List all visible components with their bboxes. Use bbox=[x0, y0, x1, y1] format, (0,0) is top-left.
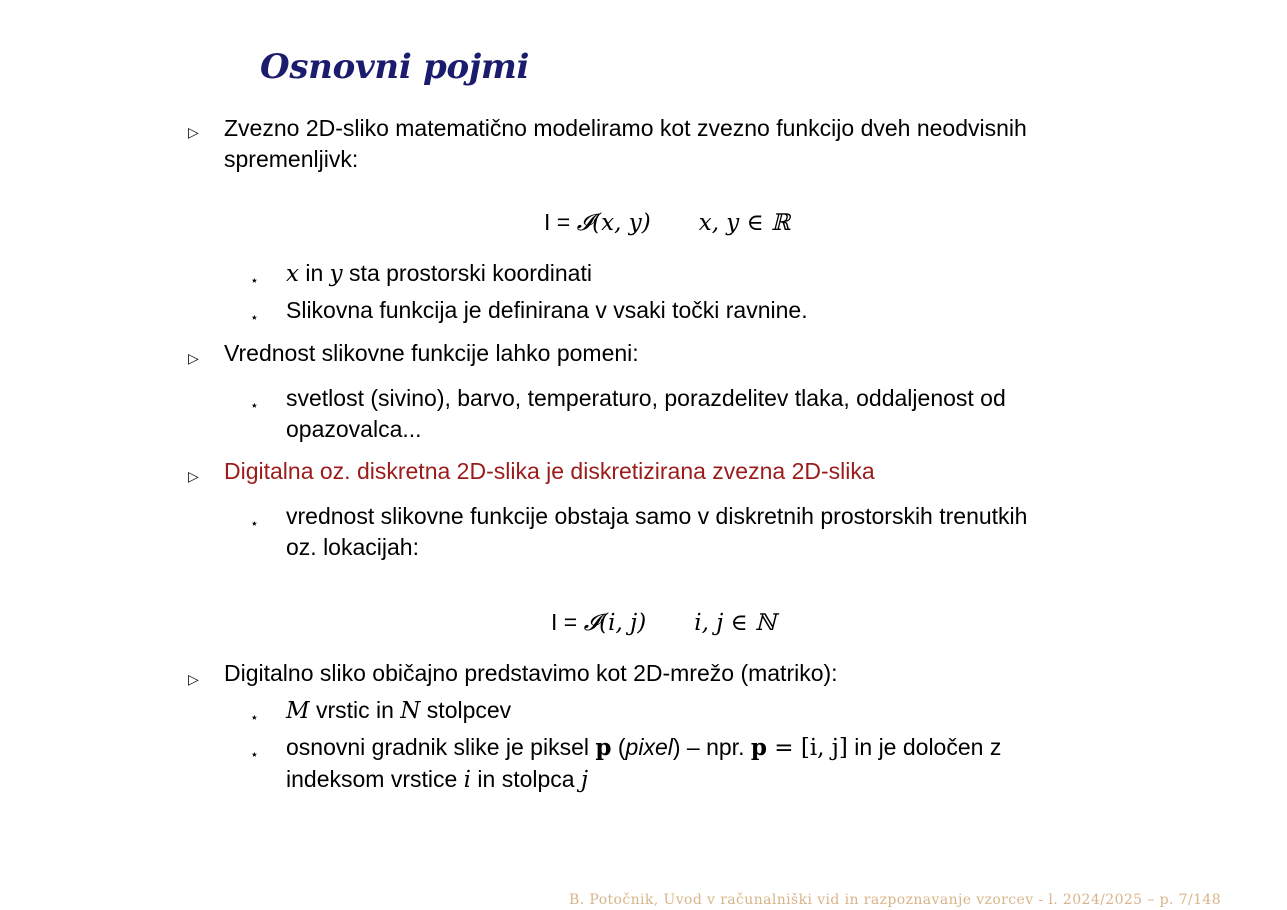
sub-bullet-6-line-1: osnovni gradnik slike je piksel p (pixel) – npr. p = [i, j] in je določen z bbox=[286, 734, 1002, 761]
bullet-1-line-2: spremenljivk: bbox=[224, 146, 359, 172]
star-bullet-icon: ⋆ bbox=[250, 398, 259, 414]
triangle-bullet-icon: ▷ bbox=[188, 469, 199, 485]
star-bullet-icon: ⋆ bbox=[250, 273, 259, 289]
star-bullet-icon: ⋆ bbox=[250, 516, 259, 532]
bullet-3-text: Digitalna oz. diskretna 2D-slika je diskretizirana zvezna 2D-slika bbox=[224, 458, 875, 484]
star-bullet-icon: ⋆ bbox=[250, 747, 259, 763]
sub-bullet-3-line-2: opazovalca... bbox=[286, 416, 422, 442]
star-bullet-icon: ⋆ bbox=[250, 310, 259, 326]
sub-bullet-1-text: x in y sta prostorski koordinati bbox=[286, 260, 592, 287]
equation-discrete: I = 𝓘(i, j) i, j ∈ ℕ bbox=[551, 609, 777, 636]
triangle-bullet-icon: ▷ bbox=[188, 351, 199, 367]
sub-bullet-6-text bbox=[286, 732, 1186, 796]
sub-bullet-2-text: Slikovna funkcija je definirana v vsaki točki ravnine. bbox=[286, 297, 808, 323]
triangle-bullet-icon: ▷ bbox=[188, 125, 199, 141]
bullet-1-text bbox=[224, 113, 1174, 175]
sub-bullet-6-line-2: indeksom vrstice i in stolpca j bbox=[286, 766, 589, 793]
sub-bullet-3-text bbox=[286, 383, 1186, 445]
sub-bullet-4-line-1: vrednost slikovne funkcije obstaja samo v diskretnih prostorskih trenutkih bbox=[286, 503, 1028, 529]
slide-footer: B. Potočnik, Uvod v računalniški vid in razpoznavanje vzorcev - l. 2024/2025 – p. 7/148 bbox=[569, 892, 1221, 908]
bullet-2-text: Vrednost slikovne funkcije lahko pomeni: bbox=[224, 340, 639, 366]
equation-continuous: I = 𝓘(x, y) x, y ∈ ℝ bbox=[544, 209, 791, 236]
sub-bullet-4-line-2: oz. lokacijah: bbox=[286, 534, 419, 560]
triangle-bullet-icon: ▷ bbox=[188, 672, 199, 688]
bullet-1-line-1: Zvezno 2D-sliko matematično modeliramo kot zvezno funkcijo dveh neodvisnih bbox=[224, 115, 1027, 141]
bullet-4-text: Digitalno sliko običajno predstavimo kot 2D-mrežo (matriko): bbox=[224, 660, 838, 686]
sub-bullet-5-text: M vrstic in N stolpcev bbox=[286, 697, 512, 724]
sub-bullet-3-line-1: svetlost (sivino), barvo, temperaturo, porazdelitev tlaka, oddaljenost od bbox=[286, 385, 1006, 411]
sub-bullet-4-text bbox=[286, 501, 1186, 563]
slide-title: Osnovni pojmi bbox=[260, 47, 530, 87]
star-bullet-icon: ⋆ bbox=[250, 710, 259, 726]
